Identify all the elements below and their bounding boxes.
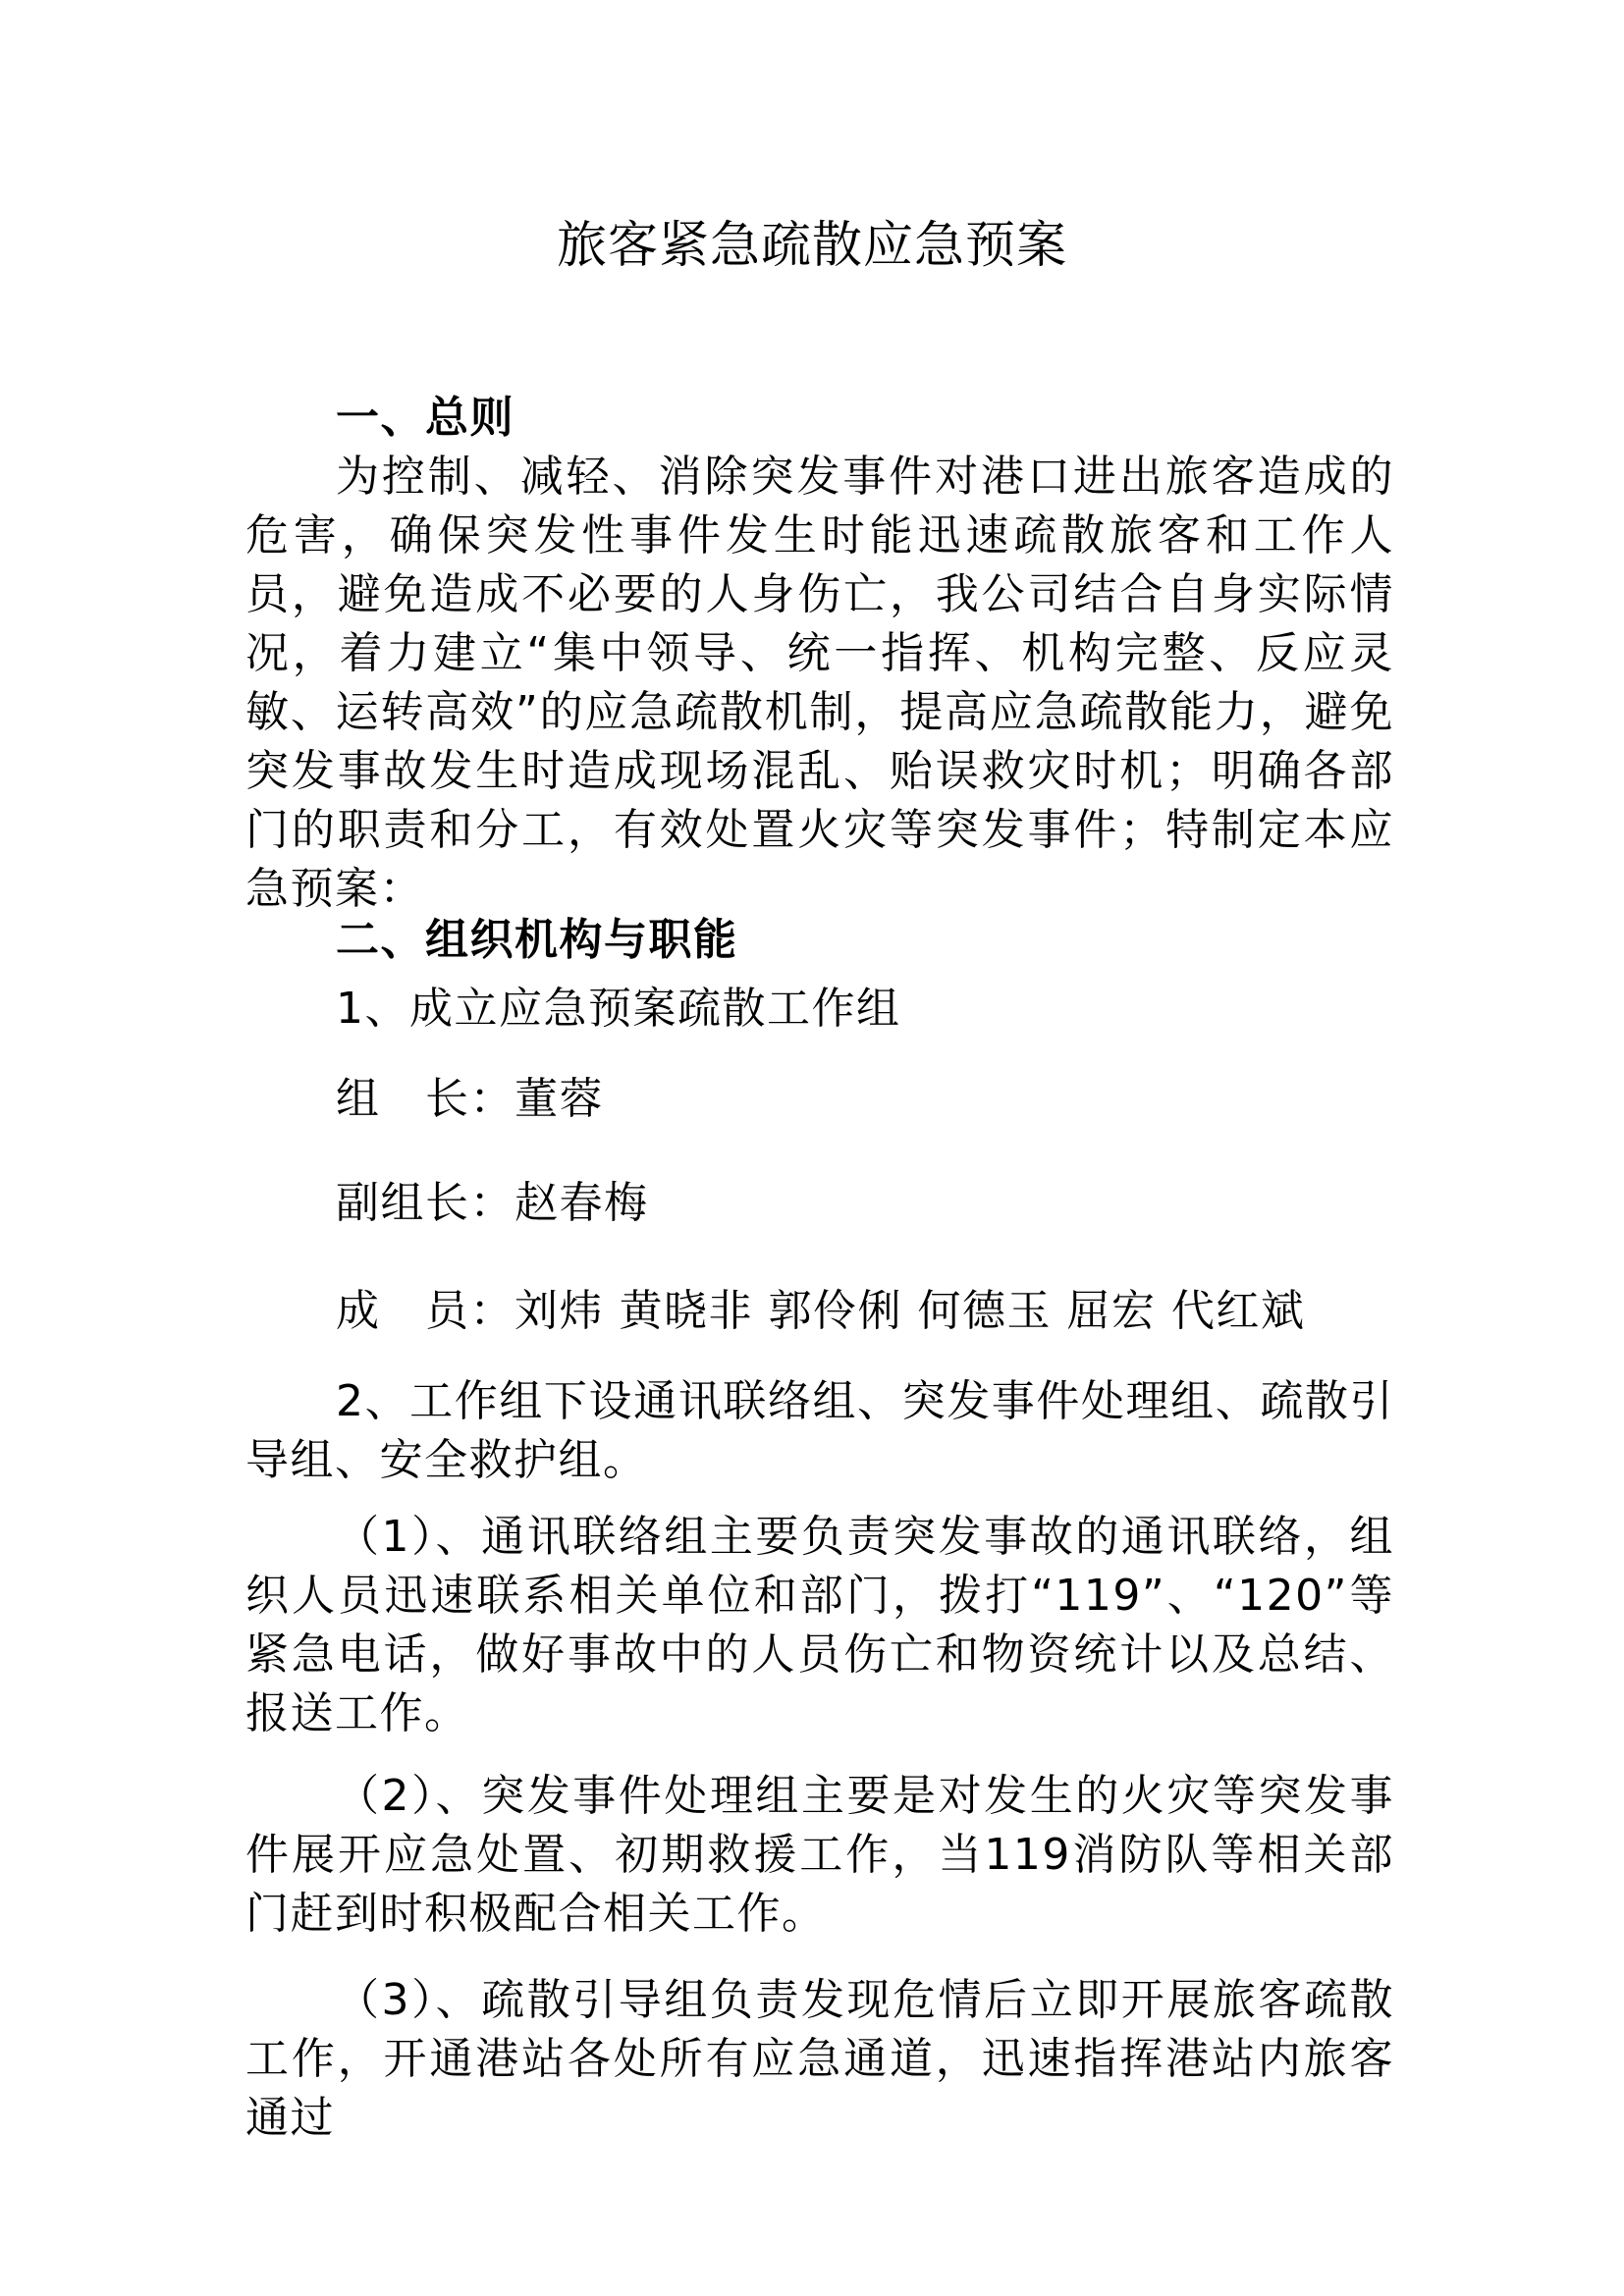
section-heading-general: 一、总则 [336,393,514,443]
paragraph-general: 为控制、减轻、消除突发事件对港口进出旅客造成的危害，确保突发性事件发生时能迅速疏散旅客和工作人员，避免造成不必要的人身伤亡，我公司结合自身实际情况，着力建立“集中领导、统一指挥、机构完整、反应灵敏、运转高效”的应急疏散机制，提高应急疏散能力，避免突发事故发生时造成现场混乱、贻误救灾时机；明确各部门的职责和分工，有效处置火灾等突发事件；特制定本应急预案： [245,452,1394,914]
paragraph-incident-group: （2）、突发事件处理组主要是对发生的火灾等突发事件展开应急处置、初期救援工作，当119消防队等相关部门赶到时积极配合相关工作。 [245,1771,1394,1939]
members-names: 刘炜 黄晓非 郭伶俐 何德玉 屈宏 代红斌 [514,1286,1306,1336]
document-title: 旅客紧急疏散应急预案 [556,217,1067,275]
team-leader-name: 董蓉 [514,1074,604,1124]
item-establish-team: 1、成立应急预案疏散工作组 [336,984,901,1034]
paragraph-communication-group: （1）、通讯联络组主要负责突发事故的通讯联络，组织人员迅速联系相关单位和部门，拨打“119”、“120”等紧急电话，做好事故中的人员伤亡和物资统计以及总结、报送工作。 [245,1512,1394,1738]
paragraph-evacuation-group: （3）、疏散引导组负责发现危情后立即开展旅客疏散工作，开通港站各处所有应急通道，迅速指挥港站内旅客通过 [245,1975,1394,2143]
item-subgroups: 2、工作组下设通讯联络组、突发事件处理组、疏散引导组、安全救护组。 [245,1376,1394,1485]
deputy-leader-line [336,1174,649,1233]
team-leader-label: 组 长： [336,1074,514,1124]
team-leader-line [336,1070,604,1129]
deputy-leader-label: 副组长： [336,1178,514,1228]
section-heading-organization: 二、组织机构与职能 [336,915,738,965]
deputy-leader-name: 赵春梅 [514,1178,649,1228]
members-line [336,1282,1305,1341]
members-label: 成 员： [336,1286,514,1336]
